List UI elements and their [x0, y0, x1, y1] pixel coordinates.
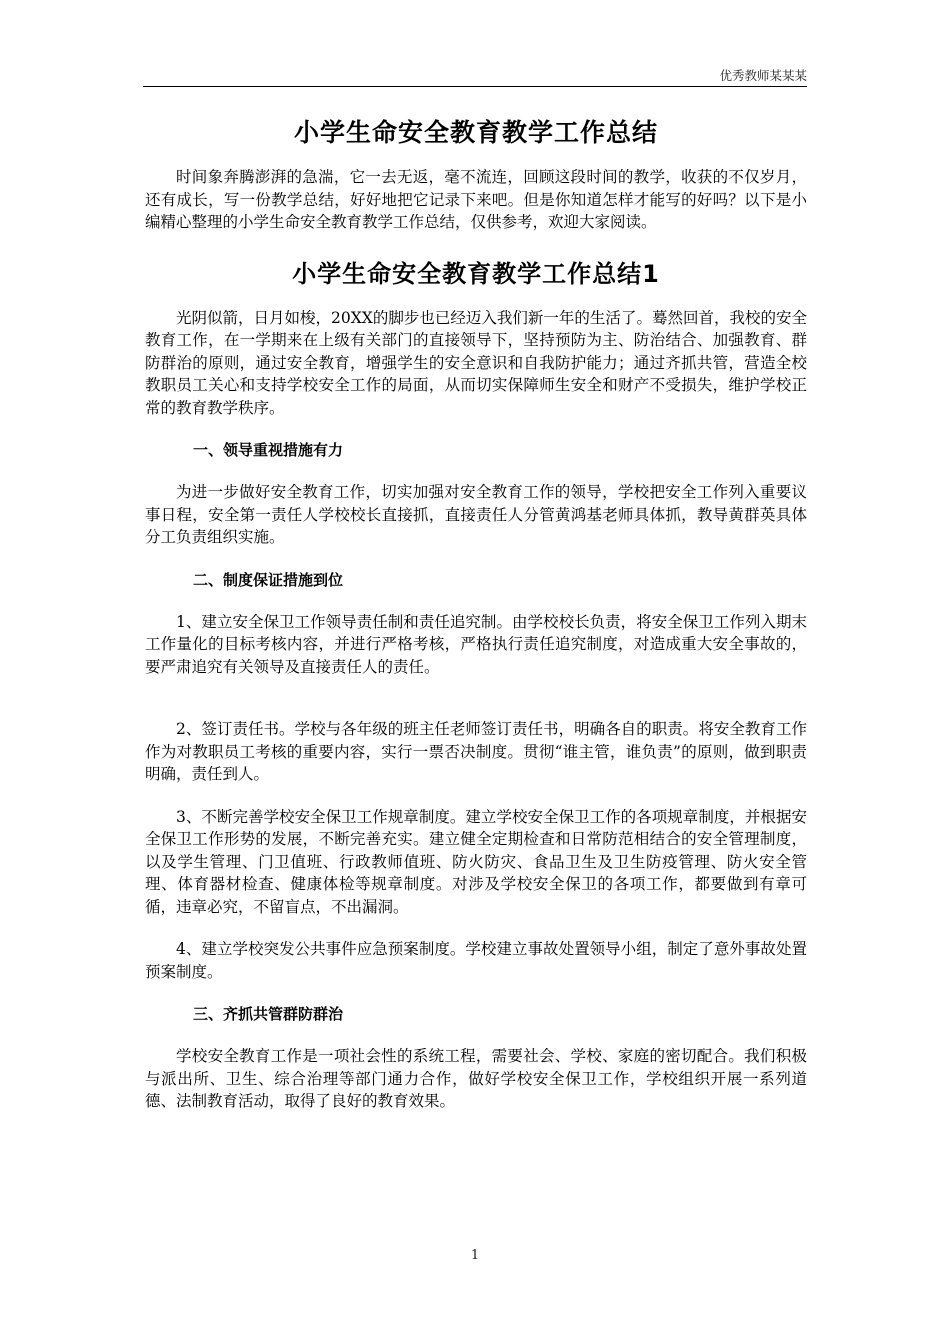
body-paragraph: 3、不断完善学校安全保卫工作规章制度。建立学校安全保卫工作的各项规章制度，并根据安全保卫工作形势的发展，不断完善充实。建立健全定期检查和日常防范相结合的安全管理制度，以及学生管理、门卫值班、行政教师值班、防火防灾、食品卫生及卫生防疫管理、防火安全管理、体育器材检查、健康体检等规章制度。对涉及学校安全保卫的各项工作，都要做到有章可循，违章必究，不留盲点，不出漏洞。 — [145, 807, 807, 916]
header-divider — [143, 86, 807, 87]
body-paragraph: 2、签订责任书。学校与各年级的班主任老师签订责任书，明确各自的职责。将安全教育工作作为对教职员工考核的重要内容，实行一票否决制度。贯彻“谁主管，谁负责”的原则，做到职责明确，责任到人。 — [145, 720, 807, 783]
section-heading: 二、制度保证措施到位 — [193, 570, 344, 589]
section-heading: 三、齐抓共管群防群治 — [193, 1005, 344, 1023]
document-body — [145, 113, 807, 1133]
body-paragraph: 4、建立学校突发公共事件应急预案制度。学校建立事故处置领导小组，制定了意外事故处置预案制度。 — [145, 940, 807, 981]
document-title: 小学生命安全教育教学工作总结 — [293, 118, 658, 147]
section-title: 小学生命安全教育教学工作总结1 — [292, 259, 660, 288]
header-author: 优秀教师某某某 — [719, 68, 807, 83]
intro-paragraph: 时间象奔腾澎湃的急湍，它一去无返，毫不流连，回顾这段时间的教学，收获的不仅岁月，还有成长，写一份教学总结，好好地把它记录下来吧。但是你知道怎样才能写的好吗？以下是小编精心整理的小学生命安全教育教学工作总结，仅供参考，欢迎大家阅读。 — [145, 168, 807, 231]
body-paragraph: 为进一步做好安全教育工作，切实加强对安全教育工作的领导，学校把安全工作列入重要议事日程，安全第一责任人学校校长直接抓，直接责任人分管黄鸿基老师具体抓，教导黄群英具体分工负责组织实施。 — [145, 483, 807, 546]
body-paragraph: 1、建立安全保卫工作领导责任制和责任追究制。由学校校长负责，将安全保卫工作列入期末工作量化的目标考核内容，并进行严格考核，严格执行责任追究制度，对造成重大安全事故的，要严肃追究有关领导及直接责任人的责任。 — [145, 612, 807, 676]
page-number: 1 — [470, 1248, 480, 1263]
spacer — [145, 698, 807, 718]
section-heading: 一、领导重视措施有力 — [193, 441, 344, 459]
body-paragraph: 学校安全教育工作是一项社会性的系统工程，需要社会、学校、家庭的密切配合。我们积极与派出所、卫生、综合治理等部门通力合作，做好学校安全保卫工作，学校组织开展一系列道德、法制教育活动，取得了良好的教育效果。 — [145, 1047, 807, 1110]
body-paragraph: 光阴似箭，日月如梭，20XX的脚步也已经迈入我们新一年的生活了。蓦然回首，我校的安全教育工作，在一学期来在上级有关部门的直接领导下，坚持预防为主、防治结合、加强教育、群防群治的原则，通过安全教育，增强学生的安全意识和自我防护能力；通过齐抓共管，营造全校教职员工关心和支持学校安全工作的局面，从而切实保障师生安全和财产不受损失，维护学校正常的教育教学秩序。 — [145, 308, 807, 417]
